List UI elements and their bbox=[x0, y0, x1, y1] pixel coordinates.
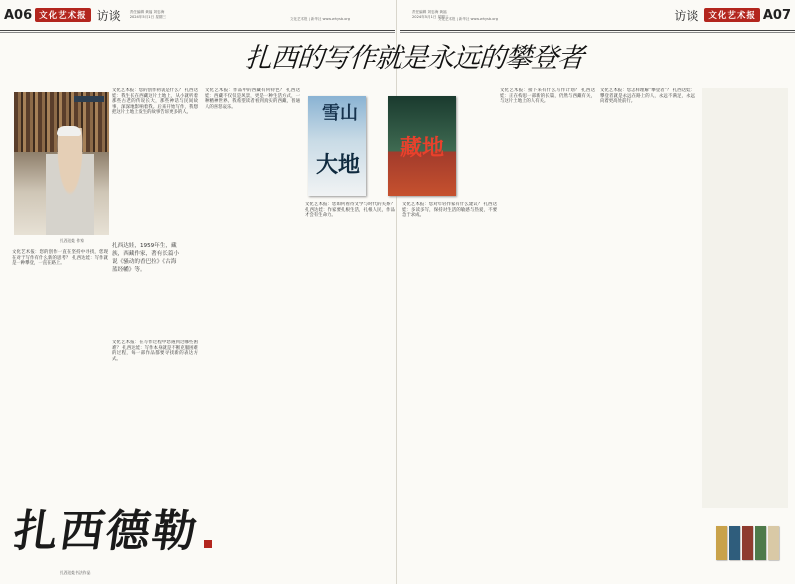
header-rule bbox=[0, 30, 395, 31]
author-figure bbox=[46, 128, 94, 235]
meta-line: 责任编辑 刘忠海 黄福 bbox=[412, 10, 447, 14]
meta-line: 2024年5月1日 星期三 bbox=[412, 15, 449, 19]
section-title: 访谈 bbox=[96, 8, 121, 23]
header-rule bbox=[0, 32, 395, 33]
section-title: 访谈 bbox=[674, 8, 699, 23]
calligraphy-caption: 扎西达娃书法作品 bbox=[60, 570, 91, 575]
author-photo bbox=[14, 92, 109, 235]
author-hair bbox=[57, 126, 81, 136]
photo-caption: 扎西达娃 作家 bbox=[60, 238, 84, 243]
book-spine bbox=[755, 526, 766, 560]
book-spine bbox=[729, 526, 740, 560]
meta-line: 2024年5月1日 星期三 bbox=[129, 15, 167, 19]
article-column: 文化艺术报：您如何看待文学与时代的关系？ 扎西达娃：作家要扎根生活，扎根人民，作品才会有生命力。 bbox=[305, 202, 395, 219]
article-column: 文化艺术报：您的创作初衷是什么？ 扎西达娃：我生长在西藏这片土地上，从小就听着那些古老的传说长大，那些神话与民间故事，深深地影响着我。后来开始写作，我想把这片土地上发生的故事告诉更多的人。 bbox=[112, 88, 198, 116]
book-cover bbox=[308, 96, 366, 196]
left-page-header bbox=[0, 0, 395, 30]
header-rule bbox=[400, 32, 795, 33]
book-title: 大地 bbox=[316, 152, 361, 178]
header-rule bbox=[400, 30, 795, 31]
text-block bbox=[702, 88, 788, 508]
book-spine bbox=[716, 526, 727, 560]
article-column: 文化艺术报：接下来有什么写作计划？ 扎西达娃：正在构思一部新的长篇，仍然与西藏有关，与这片土地上的人有关。 bbox=[500, 88, 595, 105]
book-cover bbox=[388, 96, 456, 196]
book-title: 雪山 bbox=[322, 103, 358, 124]
book-row bbox=[716, 516, 780, 566]
article-column: 文化艺术报：您对年轻作家有什么建议？ 扎西达娃：多读多写，保持对生活的敏感与热爱，不要急于求成。 bbox=[402, 202, 497, 219]
book-title: 藏地 bbox=[400, 135, 445, 161]
header-meta bbox=[130, 10, 190, 20]
red-seal bbox=[204, 540, 212, 548]
center-note: 文化艺术报 | 新华社 www.whysb.org bbox=[290, 17, 350, 21]
article-column: 文化艺术报：作品中的西藏有何特色？ 扎西达娃：西藏不仅仅是风景，更是一种生活方式，一种精神世界。我希望读者看到真实的西藏，普通人的喜怒哀乐。 bbox=[205, 88, 300, 110]
article-column: 文化艺术报：在写作过程中您遇到过哪些困难？ 扎西达娃：写作本身就是不断克服困难的过程，每一部作品都要寻找新的表达方式。 bbox=[112, 340, 198, 362]
page-fold bbox=[396, 0, 397, 584]
page-number: A06 bbox=[4, 7, 33, 23]
book-spine bbox=[768, 526, 779, 560]
calligraphy: 扎西德勒 bbox=[10, 506, 202, 557]
meta-line: 责任编辑 黄福 刘忠海 bbox=[129, 10, 165, 14]
headline: 扎西的写作就是永远的攀登者 bbox=[244, 43, 585, 74]
masthead: 文化艺术报 bbox=[35, 8, 91, 22]
article-column: 文化艺术报：您的创作一直在坚持中寻找，您现在对于写作有什么新的思考？ 扎西达娃：写作就是一种攀登，一直在路上。 bbox=[12, 250, 108, 267]
book-spine bbox=[742, 526, 753, 560]
center-note: 文化艺术报 | 新华社 www.whysb.org bbox=[438, 17, 498, 21]
photo-detail bbox=[74, 96, 104, 102]
right-page-header bbox=[400, 0, 795, 30]
masthead: 文化艺术报 bbox=[704, 8, 760, 22]
author-bio: 扎西达娃，1959年生，藏族，西藏作家，著有长篇小说《骚动的香巴拉》《古海蓝经幡》等。 bbox=[112, 243, 180, 273]
article-column: 文化艺术报：您怎样理解“攀登者”？ 扎西达娃：攀登者就是永远在路上的人，永远不满足，永远向着更高处前行。 bbox=[600, 88, 695, 105]
page-number: A07 bbox=[762, 7, 791, 23]
